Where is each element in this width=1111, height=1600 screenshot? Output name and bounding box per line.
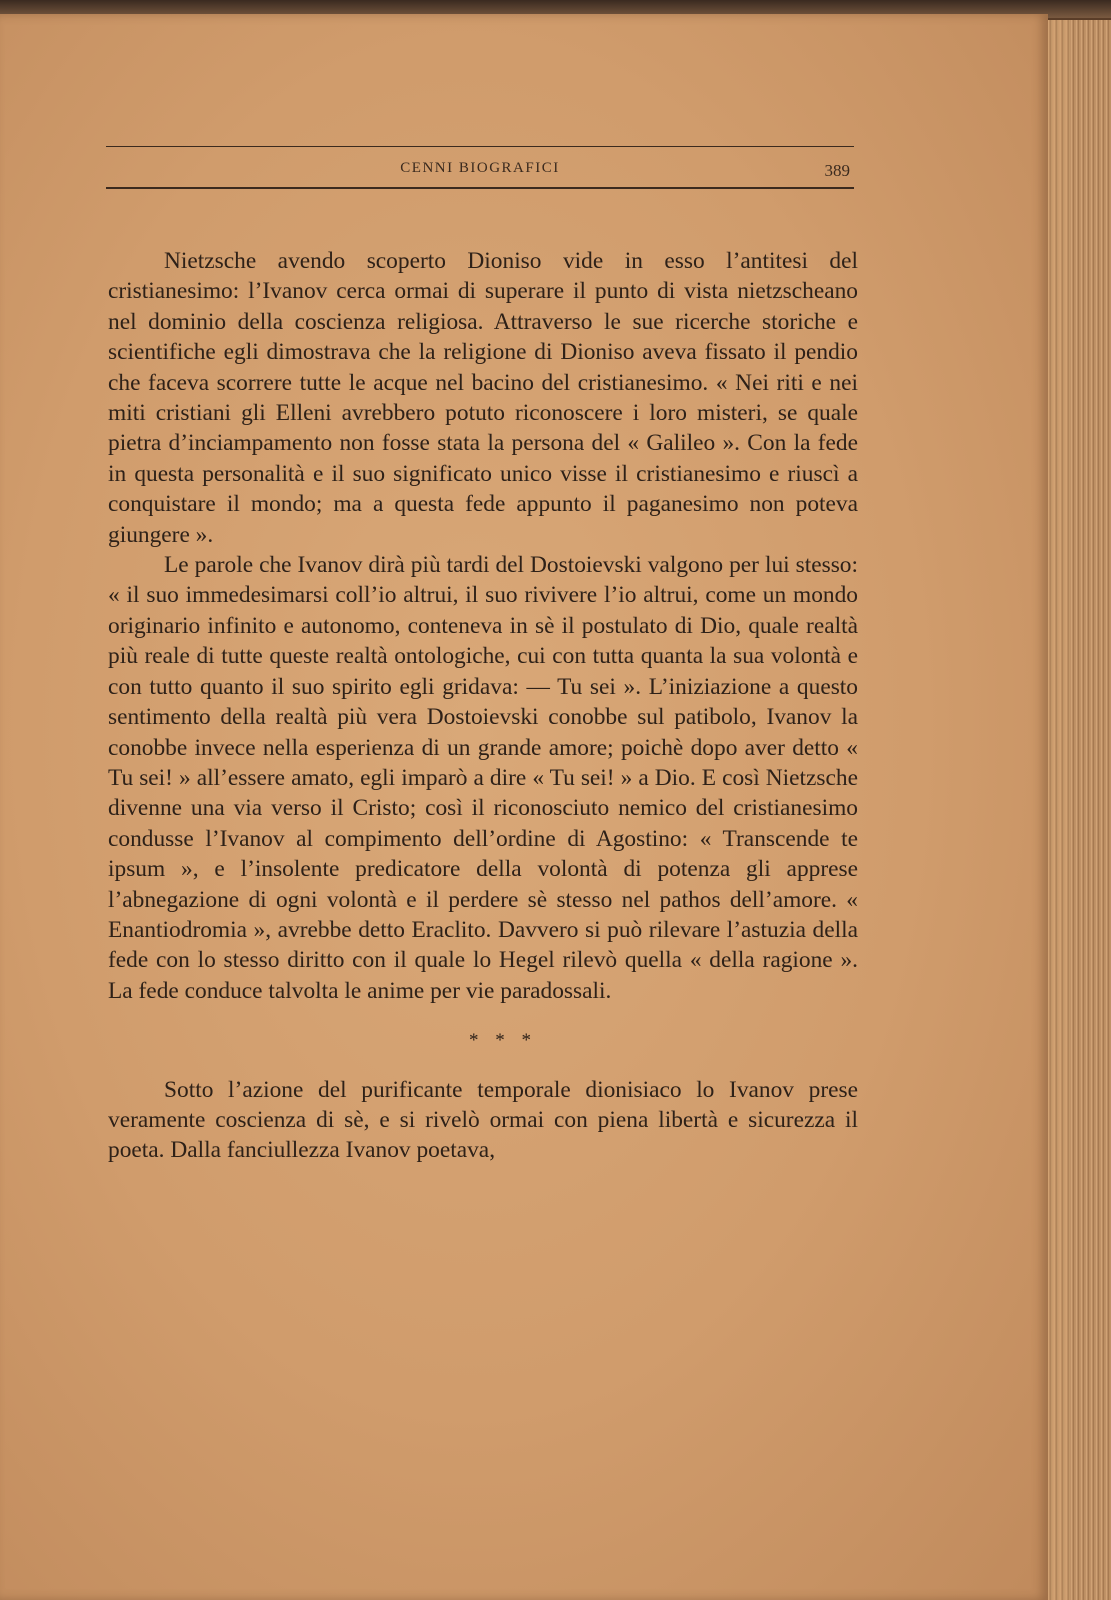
body-text	[108, 246, 858, 1166]
page-edges	[1040, 20, 1111, 1600]
paragraph-3: Sotto l’azione del purificante temporale dionisiaco lo Ivanov prese veramente coscienza di sè, e si rivelò ormai con piena libertà e sicurezza il poeta. Dalla fanciullezza Ivanov poetava,	[108, 1076, 858, 1164]
header-rule-top	[106, 146, 854, 147]
header-rule-bottom	[106, 187, 854, 189]
running-title: CENNI BIOGRAFICI	[400, 160, 560, 176]
running-head	[106, 160, 854, 182]
paragraph-2: Le parole che Ivanov dirà più tardi del Dostoievski valgono per lui stesso: « il suo immedesimarsi coll’io altrui, il suo rivivere l’io altrui, come un mondo originario infinito e autonomo, conteneva in sè il postulato di Dio, quale realtà più reale di tutte queste realtà ontologiche, cui con tutta quanta la sua volontà e con tutto quanto il suo spirito egli gridava: — Tu sei ». L’iniziazione a questo sentimento della realtà più vera Dostoievski conobbe sul patibolo, Ivanov la conobbe invece nella esperienza di un grande amore; poichè dopo aver detto « Tu sei! » all’essere amato, egli imparò a dire « Tu sei! » a Dio. E così Nietzsche divenne una via verso il Cristo; così il riconosciuto nemico del cristianesimo condusse l’Ivanov al compimento dell’ordine di Agostino: « Transcende te ipsum », e l’insolente predicatore della volontà di potenza gli apprese l’abnegazione di ogni volontà e il perdere sè stesso nel pathos dell’amore. « Enantiodromia », avrebbe detto Eraclito. Davvero si può rilevare l’astuzia della fede con lo stesso diritto con il quale lo Hegel rilevò quella « della ragione ». La fede conduce talvolta le anime per vie paradossali.	[108, 552, 858, 1004]
book-spine	[1070, 20, 1111, 1600]
section-separator: * * *	[469, 1030, 537, 1052]
paragraph-1: Nietzsche avendo scoperto Dioniso vide in esso l’antitesi del cristianesimo: l’Ivanov cerca ormai di superare il punto di vista nietzscheano nel dominio della coscienza religiosa. Attraverso le sue ricerche storiche e scientifiche egli dimostrava che la religione di Dioniso aveva fissato il pendio che faceva scorrere tutte le acque nel bacino del cristianesimo. « Nei riti e nei miti cristiani gli Elleni avrebbero potuto riconoscere i loro misteri, se quale pietra d’inciampamento non fosse stata la persona del « Galileo ». Con la fede in questa personalità e il suo significato unico visse il cristianesimo e riuscì a conquistare il mondo; ma a questa fede appunto il paganesimo non poteva giungere ».	[108, 248, 858, 548]
page-number: 389	[824, 161, 850, 180]
